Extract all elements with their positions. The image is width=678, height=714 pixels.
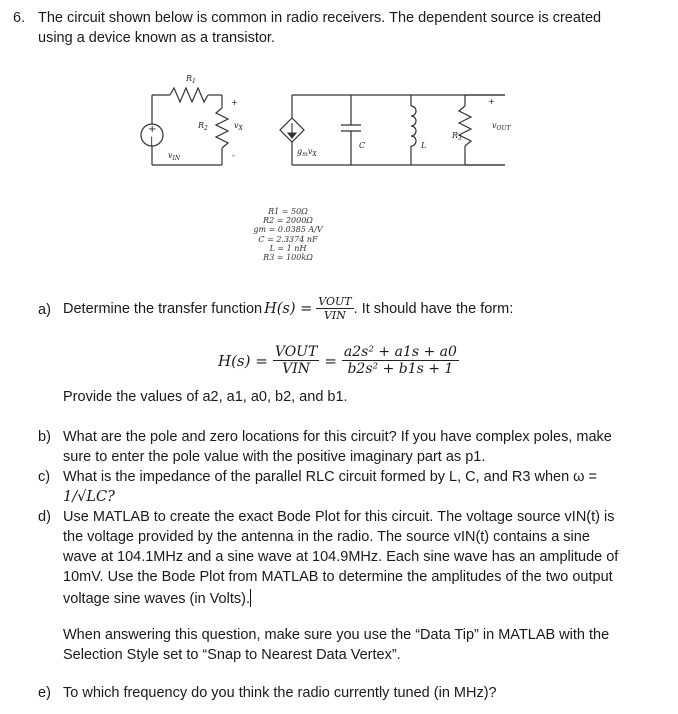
part-c-line1: What is the impedance of the parallel RLC circuit formed by L, C, and R3 when ω = bbox=[63, 469, 597, 485]
value-gm: gm = 0.0385 A/V bbox=[253, 225, 323, 235]
eq-num2: a2s² + a1s + a0 bbox=[343, 344, 457, 360]
circuit-diagram bbox=[130, 68, 530, 180]
part-a-fraction bbox=[316, 295, 353, 322]
part-b-line1: What are the pole and zero locations for this circuit? If you have complex poles, make bbox=[63, 429, 612, 445]
component-values bbox=[240, 207, 336, 262]
svg-text:|: | bbox=[150, 136, 154, 147]
part-a-question bbox=[63, 295, 513, 322]
svg-text:+: + bbox=[488, 97, 495, 106]
vx-label: $v_X$ bbox=[234, 121, 243, 132]
value-r2: R2 = 2000Ω bbox=[263, 216, 313, 226]
svg-text:+: + bbox=[148, 124, 157, 135]
part-a-text-after: . It should have the form: bbox=[353, 300, 514, 317]
value-l: L = 1 nH bbox=[269, 243, 307, 253]
question-number: 6. bbox=[13, 10, 26, 26]
question-intro-line2: using a device known as a transistor. bbox=[38, 30, 275, 46]
r2-label: $R_2$ bbox=[198, 121, 208, 132]
eq-frac1 bbox=[273, 344, 319, 377]
part-d-line4: 10mV. Use the Bode Plot from MATLAB to determine the amplitudes of the two output bbox=[63, 569, 613, 585]
part-a-frac-den: VIN bbox=[323, 309, 346, 322]
part-d-line2: the voltage provided by the antenna in the radio. The source vIN(t) contains a sine bbox=[63, 529, 590, 545]
part-d-line1: Use MATLAB to create the exact Bode Plot for this circuit. The voltage source vIN(t) is bbox=[63, 509, 615, 525]
transfer-function-equation: H(s) = $\frac{\text{VOUT}}{\text{VIN}}$ = $\frac{\text{a2s² + a1s + a0}}{\text{b2s² + b1s + 1}}$ bbox=[218, 344, 457, 377]
part-a-frac-num: VOUT bbox=[318, 295, 352, 308]
part-c-line2: 1/√LC? bbox=[63, 489, 115, 505]
r1-label: $R_1$ bbox=[186, 74, 196, 85]
eq-lhs: H(s) = bbox=[218, 351, 268, 370]
vin-label: $v_{IN}$ bbox=[168, 151, 181, 162]
part-a-provide: Provide the values of a2, a1, a0, b2, and b1. bbox=[63, 389, 348, 405]
svg-text:+: + bbox=[231, 98, 238, 107]
part-d-line3: wave at 104.1MHz and a sine wave at 104.9MHz. Each sine wave has an amplitude of bbox=[63, 549, 619, 565]
part-b-label: b) bbox=[38, 429, 51, 445]
eq-num1: VOUT bbox=[274, 344, 318, 360]
value-r1: R1 = 50Ω bbox=[268, 207, 308, 216]
l-label: L bbox=[421, 141, 427, 150]
part-a-text: Determine the transfer function bbox=[63, 300, 263, 317]
c-label: C bbox=[359, 141, 366, 150]
part-b-line2: sure to enter the pole value with the positive imaginary part as p1. bbox=[63, 449, 486, 465]
part-c-label: c) bbox=[38, 469, 51, 485]
gmvx-label: $g_mv_X$ bbox=[297, 147, 317, 158]
part-a-label: a) bbox=[38, 302, 51, 318]
part-a-hs: H(s) = bbox=[264, 300, 313, 317]
part-e-label: e) bbox=[38, 685, 51, 701]
part-d-note1: When answering this question, make sure you use the “Data Tip” in MATLAB with the bbox=[63, 627, 610, 643]
part-d-line5-wrap bbox=[63, 589, 251, 607]
text-cursor bbox=[250, 589, 251, 607]
value-c: C = 2.3374 nF bbox=[258, 234, 318, 244]
part-d-label: d) bbox=[38, 509, 51, 525]
part-d-line5: voltage sine waves (in Volts). bbox=[63, 591, 250, 607]
part-d-note2: Selection Style set to “Snap to Nearest Data Vertex”. bbox=[63, 647, 401, 663]
r3-label: $R_3$ bbox=[452, 131, 462, 142]
vout-label: $v_{OUT}$ bbox=[492, 121, 511, 132]
eq-frac2 bbox=[342, 344, 459, 377]
part-e-line1: To which frequency do you think the radio currently tuned (in MHz)? bbox=[63, 685, 497, 701]
question-intro-line1: The circuit shown below is common in radio receivers. The dependent source is created bbox=[38, 10, 602, 26]
eq-den1: VIN bbox=[282, 361, 311, 377]
value-r3: R3 = 100kΩ bbox=[263, 253, 313, 263]
eq-den2: b2s² + b1s + 1 bbox=[347, 361, 454, 377]
svg-text:-: - bbox=[232, 151, 235, 160]
